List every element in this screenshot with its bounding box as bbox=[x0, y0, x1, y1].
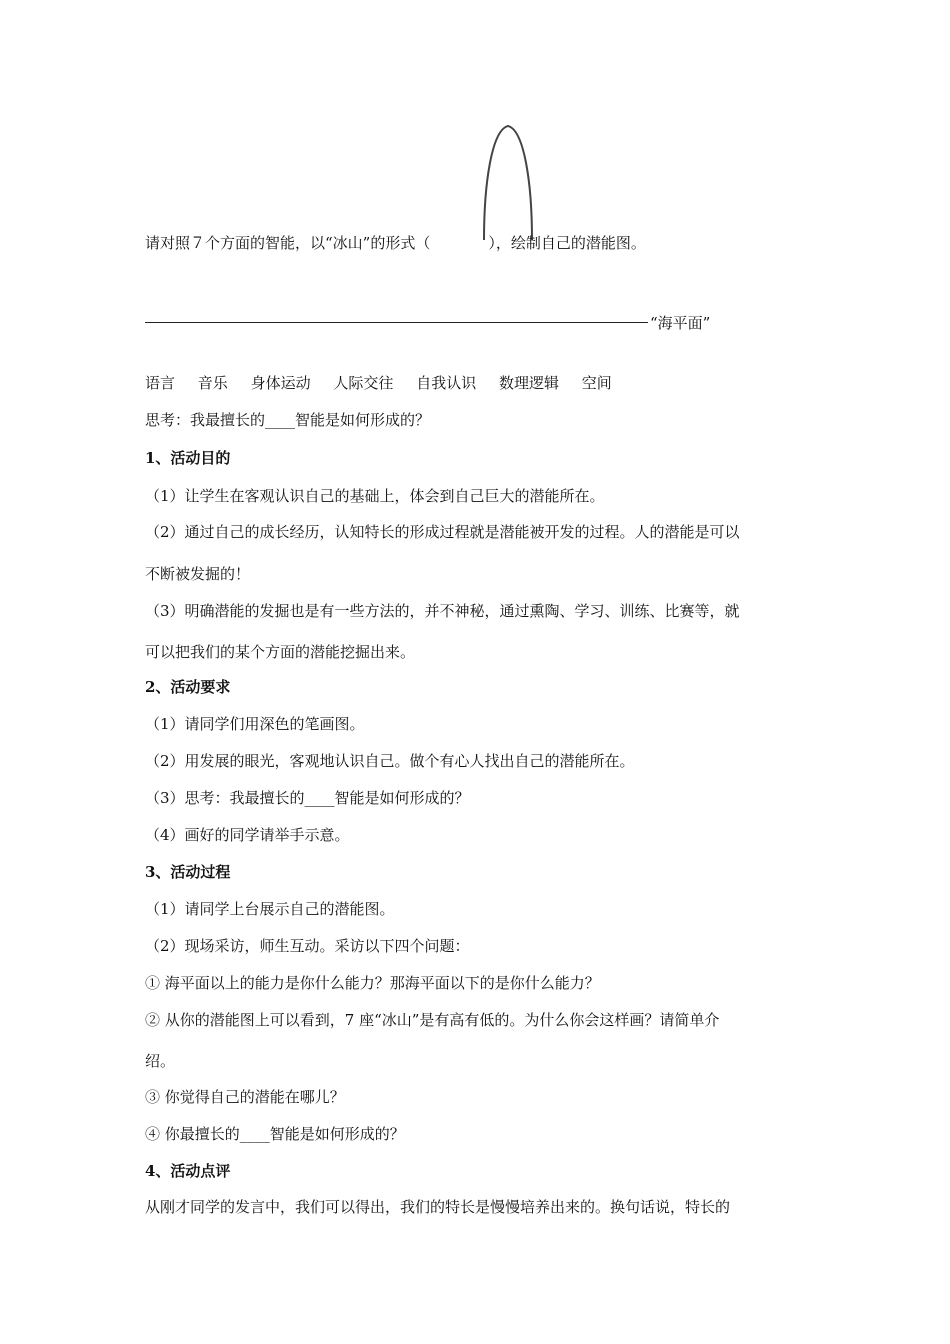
intelligence-label: 音乐 bbox=[197, 374, 228, 392]
question: ② 从你的潜能图上可以看到，7 座“冰山”是有高有低的。为什么你会这样画？请简单介 bbox=[145, 1011, 720, 1029]
question: ① 海平面以上的能力是你什么能力？那海平面以下的是你什么能力？ bbox=[145, 974, 600, 992]
section-heading: 1、活动目的 bbox=[145, 449, 231, 467]
question: ④ 你最擅长的____智能是如何形成的？ bbox=[145, 1125, 405, 1143]
section-heading: 3、活动过程 bbox=[145, 863, 231, 881]
sea-level-label: “海平面” bbox=[650, 314, 711, 332]
intelligence-label: 数理逻辑 bbox=[498, 374, 559, 392]
paragraph: （2）用发展的眼光，客观地认识自己。做个有心人找出自己的潜能所在。 bbox=[145, 752, 635, 770]
paragraph: （2）通过自己的成长经历，认知特长的形成过程就是潜能被开发的过程。人的潜能是可以 bbox=[145, 523, 740, 541]
question: ③ 你觉得自己的潜能在哪儿？ bbox=[145, 1088, 345, 1106]
intelligence-label: 语言 bbox=[145, 374, 176, 392]
paragraph: （2）现场采访，师生互动。采访以下四个问题： bbox=[145, 937, 470, 955]
question: 绍。 bbox=[145, 1052, 176, 1070]
paragraph: 从刚才同学的发言中，我们可以得出，我们的特长是慢慢培养出来的。换句话说，特长的 bbox=[145, 1198, 731, 1216]
intelligence-label: 身体运动 bbox=[250, 374, 311, 392]
paragraph: 不断被发掘的！ bbox=[145, 565, 251, 583]
sea-level-line bbox=[145, 322, 648, 323]
instruction-suffix: ），绘制自己的潜能图。 bbox=[488, 234, 646, 252]
intelligence-label: 人际交往 bbox=[333, 374, 394, 392]
paragraph: （4）画好的同学请举手示意。 bbox=[145, 826, 350, 844]
think-line: 思考：我最擅长的____智能是如何形成的？ bbox=[145, 411, 431, 429]
paragraph: 可以把我们的某个方面的潜能挖掘出来。 bbox=[145, 643, 416, 661]
paragraph: （1）请同学们用深色的笔画图。 bbox=[145, 715, 365, 733]
iceberg-sketch-icon bbox=[478, 122, 538, 242]
instruction-line bbox=[145, 233, 646, 253]
paragraph: （3）思考：我最擅长的____智能是如何形成的？ bbox=[145, 789, 470, 807]
intelligence-label: 自我认识 bbox=[416, 374, 477, 392]
section-heading: 4、活动点评 bbox=[145, 1162, 231, 1180]
paragraph: （1）让学生在客观认识自己的基础上，体会到自己巨大的潜能所在。 bbox=[145, 487, 605, 505]
section-heading: 2、活动要求 bbox=[145, 678, 231, 696]
intelligence-label: 空间 bbox=[581, 374, 612, 392]
paragraph: （1）请同学上台展示自己的潜能图。 bbox=[145, 900, 395, 918]
intelligence-list bbox=[145, 373, 630, 393]
paragraph: （3）明确潜能的发掘也是有一些方法的，并不神秘，通过熏陶、学习、训练、比赛等，就 bbox=[145, 602, 740, 620]
instruction-prefix: 请对照７个方面的智能，以“冰山”的形式（ bbox=[145, 234, 431, 252]
